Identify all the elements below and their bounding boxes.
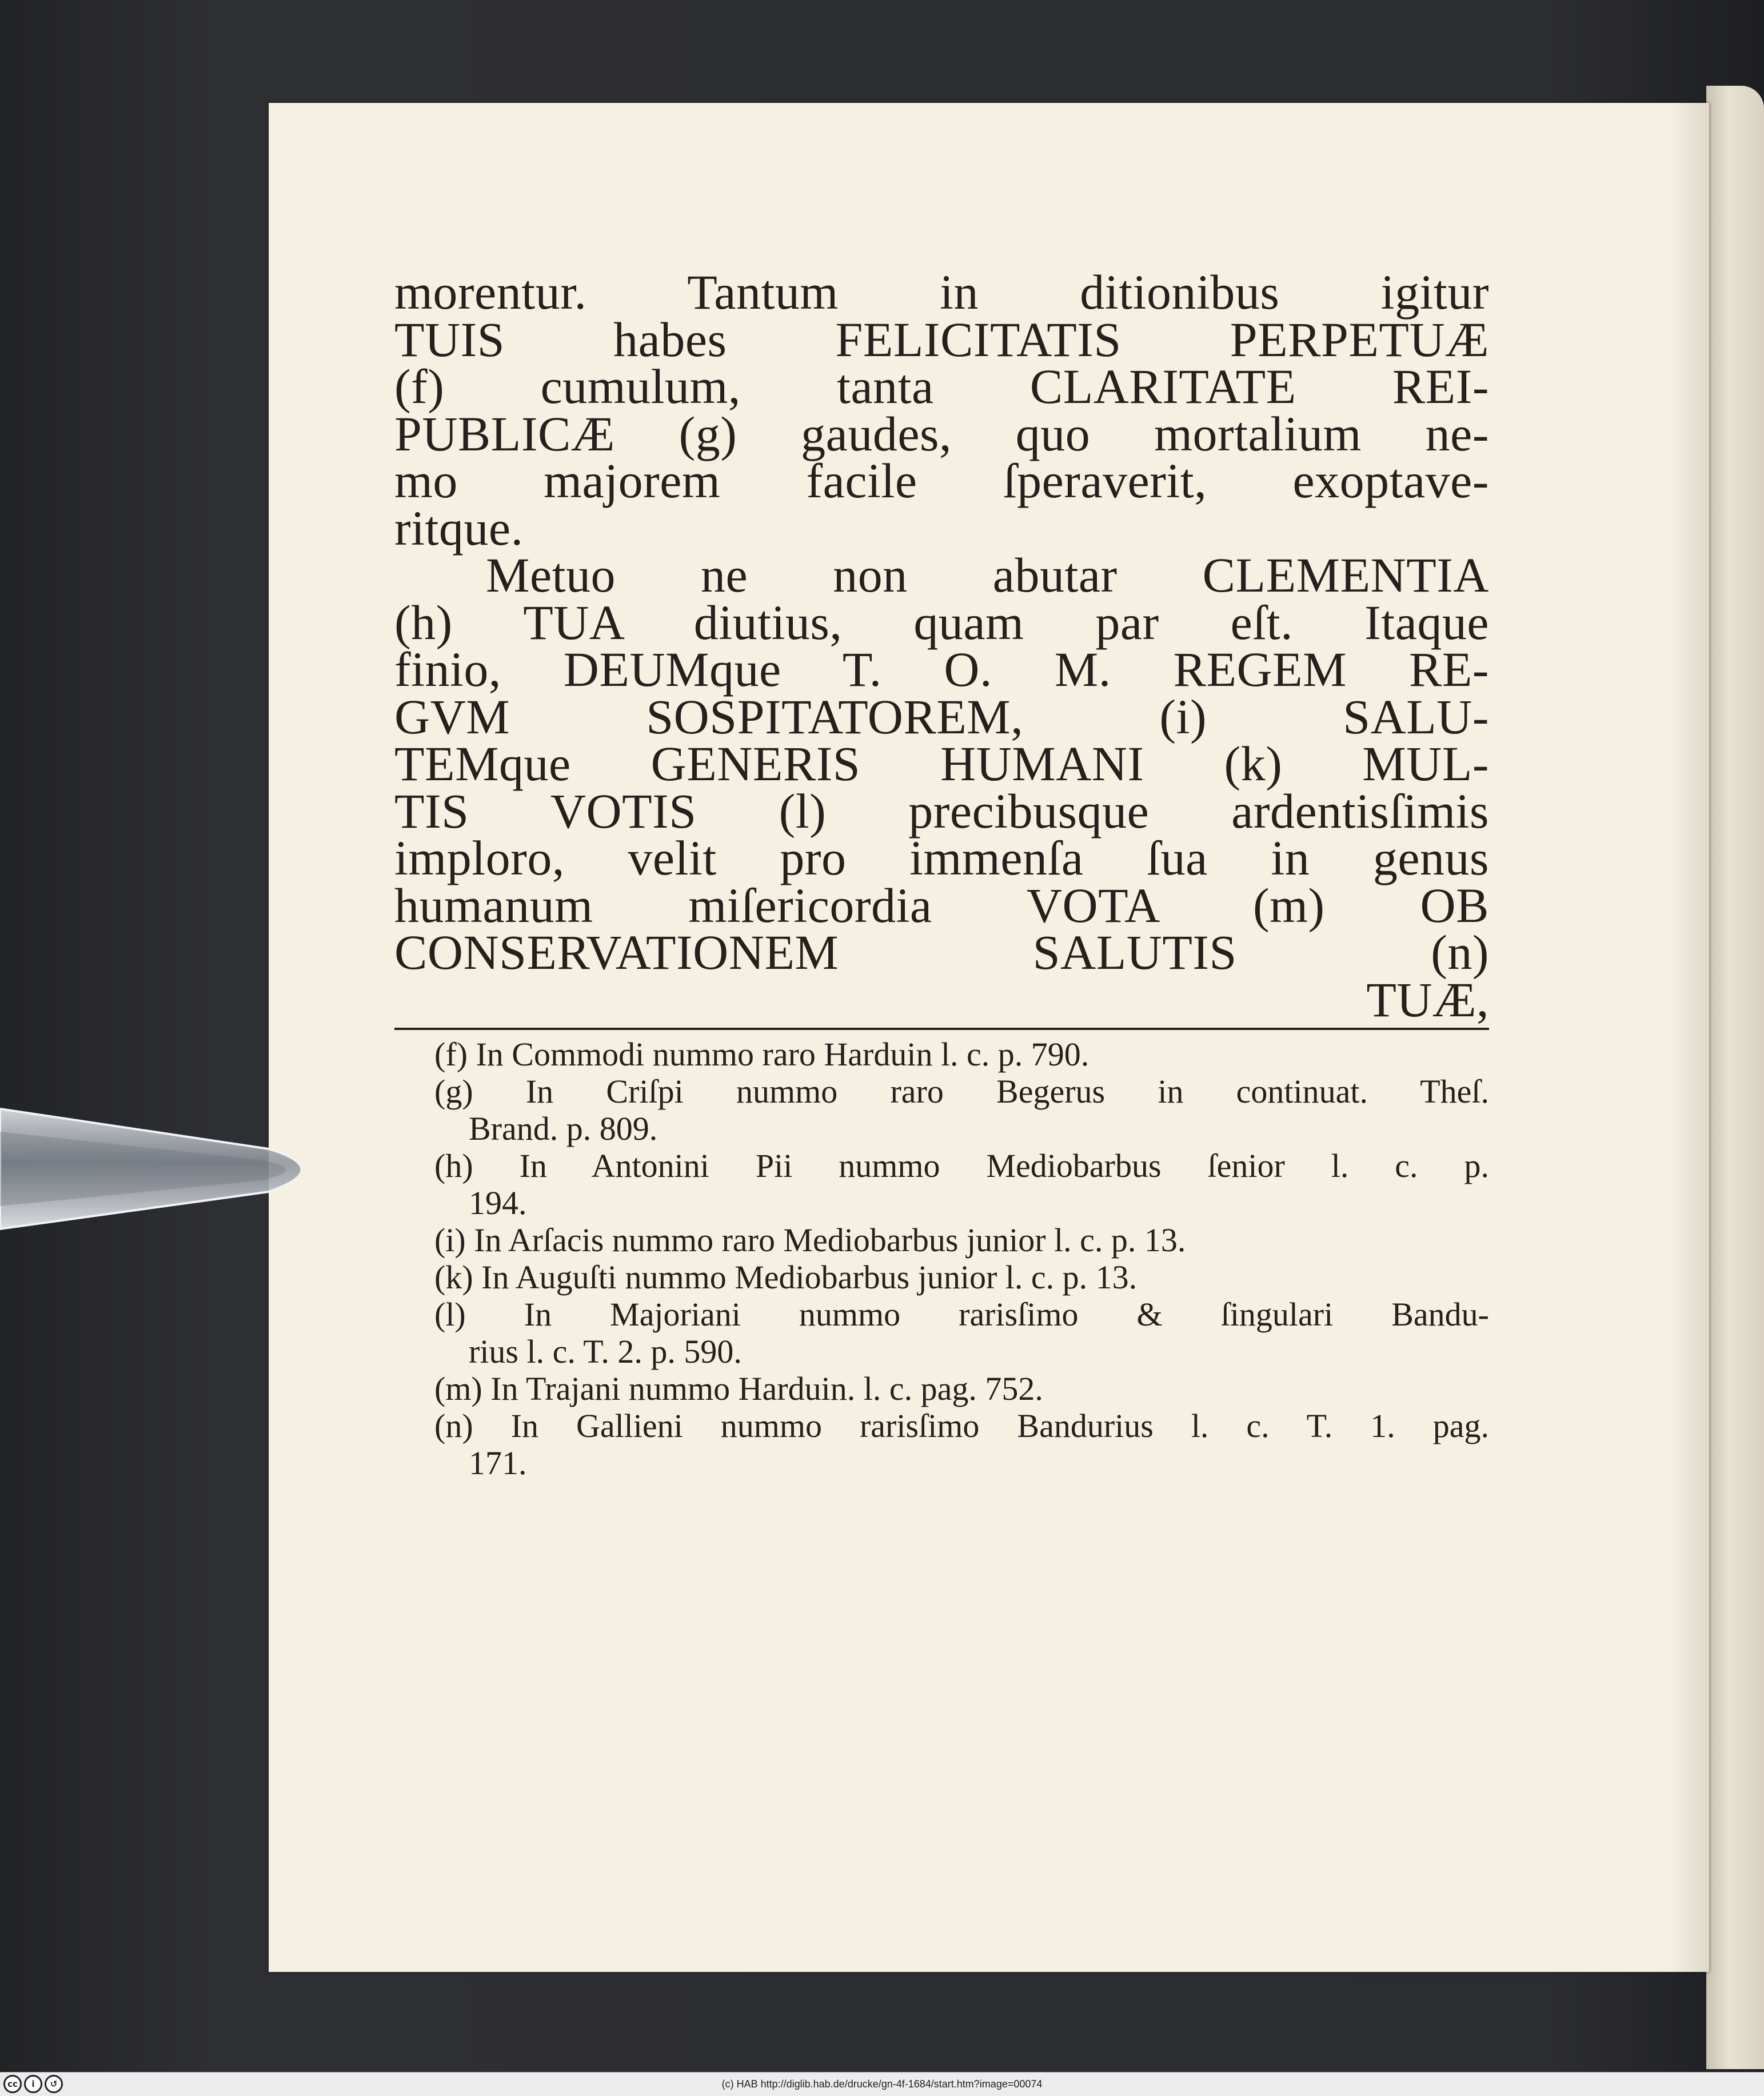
body-line: TUIS habes FELICITATIS PERPETUÆ <box>394 312 1489 367</box>
footnote-line: (l) In Majoriani nummo rarisſimo & ſingulari Bandu- <box>434 1296 1489 1333</box>
by-icon: i <box>24 2075 42 2093</box>
footnote-line: (f) In Commodi nummo raro Harduin l. c. p. 790. <box>434 1036 1089 1073</box>
body-line: Metuo ne non abutar CLEMENTIA <box>486 548 1489 602</box>
body-line: CONSERVATIONEM SALUTIS (n) <box>394 925 1489 980</box>
cc-icon: cc <box>3 2075 22 2093</box>
footnote-line: 171. <box>469 1444 527 1482</box>
footer-citation: (c) HAB http://diglib.hab.de/drucke/gn-4f-1684/start.htm?image=00074 <box>721 2078 1043 2090</box>
body-line: PUBLICÆ (g) gaudes, quo mortalium ne- <box>394 406 1489 461</box>
body-line: finio, DEUMque T. O. M. REGEM RE- <box>394 642 1489 697</box>
footnote-line: (k) In Auguſti nummo Mediobarbus junior l. c. p. 13. <box>434 1259 1138 1296</box>
body-line: ritque. <box>394 500 524 556</box>
body-line: TEMque GENERIS HUMANI (k) MUL- <box>394 736 1489 791</box>
glass-weight-pointer <box>0 1097 343 1240</box>
main-text-block <box>394 265 1489 1482</box>
body-line: (h) TUA diutius, quam par eſt. Itaque <box>394 594 1489 650</box>
body-line: GVM SOSPITATOREM, (i) SALU- <box>394 689 1489 744</box>
adjacent-page-edge <box>1706 86 1764 2069</box>
footnote-line: (n) In Gallieni nummo rarisſimo Bandurius l. c. T. 1. pag. <box>434 1407 1489 1444</box>
footnote-line: rius l. c. T. 2. p. 590. <box>469 1333 742 1370</box>
footnote-line: (i) In Arſacis nummo raro Mediobarbus junior l. c. p. 13. <box>434 1221 1186 1259</box>
body-line: humanum miſericordia VOTA (m) OB <box>394 877 1489 933</box>
footnote-line: Brand. p. 809. <box>469 1110 658 1147</box>
footnote-line: (g) In Criſpi nummo raro Begerus in continuat. Theſ. <box>434 1073 1489 1110</box>
footnote-line: 194. <box>469 1184 527 1221</box>
gutter-shadow <box>1669 103 1709 1972</box>
body-line: imploro, velit pro immenſa ſua in genus <box>394 831 1489 885</box>
body-line: (f) cumulum, tanta CLARITATE REI- <box>394 359 1489 414</box>
footnote-line: (h) In Antonini Pii nummo Mediobarbus ſenior l. c. p. <box>434 1147 1489 1184</box>
body-line: TIS VOTIS (l) precibusque ardentisſimis <box>394 783 1489 839</box>
footer-bar <box>0 2072 1764 2096</box>
sa-icon: ↺ <box>45 2075 63 2093</box>
body-line: mo majorem facile ſperaverit, exoptave- <box>394 453 1489 508</box>
footnote-rule <box>394 1028 1489 1030</box>
catchword-line: TUÆ, <box>1366 972 1489 1027</box>
body-line: morentur. Tantum in ditionibus igitur <box>394 265 1489 320</box>
footnote-line: (m) In Trajani nummo Harduin. l. c. pag. 752. <box>434 1370 1043 1407</box>
